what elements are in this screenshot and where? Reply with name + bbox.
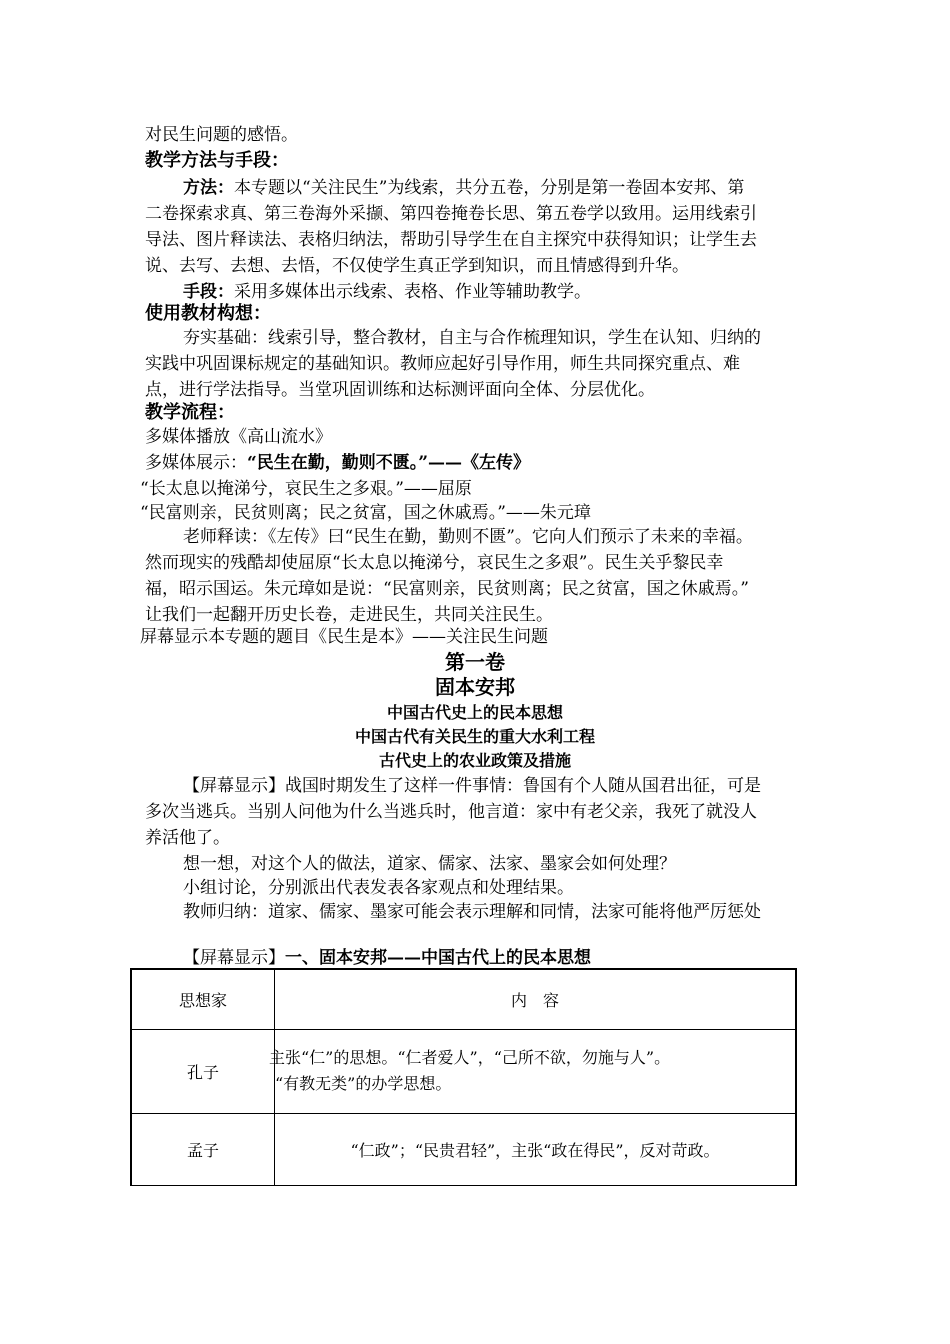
table-header-row <box>131 969 796 1029</box>
method-text: 本专题以“关注民生”为线索，共分五卷，分别是第一卷固本安邦、第 <box>234 178 745 198</box>
text-line: 养活他了。 <box>145 828 230 848</box>
text-line: 然而现实的残酷却使屈原“长太息以掩涕兮，哀民生之多艰”。民生关乎黎民幸 <box>145 553 724 573</box>
text-line: 让我们一起翻开历史长卷，走进民生，共同关注民生。 <box>145 605 553 625</box>
topic-title: 古代史上的农业政策及措施 <box>378 751 571 770</box>
content-line: “有教无类”的办学思想。 <box>275 1074 452 1093</box>
text-line: 福，昭示国运。朱元璋如是说：“民富则亲，民贫则离；民之贫富，国之休戚焉。” <box>145 579 749 599</box>
quote-zuozhuan: “民生在勤，勤则不匮。”——《左传》 <box>247 453 531 473</box>
volume-title: 第一卷 <box>445 650 505 674</box>
table-row <box>131 1029 796 1113</box>
text-line: 【屏幕显示】战国时期发生了这样一件事情：鲁国有个人随从国君出征，可是 <box>183 776 761 796</box>
text-line: 说、去写、去想、去悟，不仅使学生真正学到知识，而且情感得到升华。 <box>145 256 689 276</box>
volume-subtitle: 固本安邦 <box>435 675 515 699</box>
display-label: 多媒体展示： <box>145 453 247 473</box>
topic-title: 中国古代史上的民本思想 <box>386 703 563 722</box>
topic-title: 中国古代有关民生的重大水利工程 <box>354 727 595 746</box>
content-line: 主张“仁”的思想。“仁者爱人”，“己所不欲，勿施与人”。 <box>269 1048 671 1067</box>
table-row <box>131 1113 796 1185</box>
quote-quyuan: “长太息以掩涕兮，哀民生之多艰。”——屈原 <box>140 479 472 499</box>
text-line: 多媒体播放《高山流水》 <box>145 427 332 447</box>
text-line: 实践中巩固课标规定的基础知识。教师应起好引导作用，师生共同探究重点、难 <box>145 354 740 374</box>
text-line <box>183 175 744 201</box>
means-label: 手段： <box>183 282 234 302</box>
screen-display-label: 【屏幕显示】 <box>183 948 285 968</box>
section-heading-methods: 教学方法与手段： <box>145 150 289 171</box>
text-line: 夯实基础：线索引导，整合教材，自主与合作梳理知识，学生在认知、归纳的 <box>183 328 761 348</box>
text-line: 点，进行学法指导。当堂巩固训练和达标测评面向全体、分层优化。 <box>145 380 655 400</box>
text-line: 教师归纳：道家、儒家、墨家可能会表示理解和同情，法家可能将他严厉惩处 <box>183 902 761 922</box>
text-line: 老师释读：《左传》曰“民生在勤，勤则不匮”。它向人们预示了未来的幸福。 <box>183 527 753 547</box>
section-heading-minben: 一、固本安邦——中国古代上的民本思想 <box>285 948 591 968</box>
table-header-cell: 思想家 <box>131 969 275 1029</box>
thinker-name-cell: 孟子 <box>131 1113 275 1185</box>
section-heading-process: 教学流程： <box>145 402 235 423</box>
thinker-content-cell <box>269 1029 797 1113</box>
table-header-cell: 内 容 <box>275 969 797 1029</box>
text-line: 屏幕显示本专题的题目《民生是本》——关注民生问题 <box>140 627 548 647</box>
means-text: 采用多媒体出示线索、表格、作业等辅助教学。 <box>234 282 591 302</box>
text-line: 对民生问题的感悟。 <box>145 125 298 145</box>
text-line: 二卷探索求真、第三卷海外采撷、第四卷掩卷长思、第五卷学以致用。运用线索引 <box>145 204 757 224</box>
text-line: 小组讨论，分别派出代表发表各家观点和处理结果。 <box>183 878 574 898</box>
quote-zhuyuanzhang: “民富则亲，民贫则离；民之贫富，国之休戚焉。”——朱元璋 <box>140 503 591 523</box>
thinkers-table <box>130 968 797 1186</box>
text-line: 想一想，对这个人的做法，道家、儒家、法家、墨家会如何处理？ <box>183 854 676 874</box>
text-line: 导法、图片释读法、表格归纳法，帮助引导学生在自主探究中获得知识；让学生去 <box>145 230 757 250</box>
section-heading-materials: 使用教材构想： <box>145 303 271 324</box>
thinker-content-cell: “仁政”；“民贵君轻”，主张“政在得民”，反对苛政。 <box>275 1113 797 1185</box>
thinker-name-cell: 孔子 <box>131 1029 275 1113</box>
method-label: 方法： <box>183 178 234 198</box>
text-line: 多次当逃兵。当别人问他为什么当逃兵时，他言道：家中有老父亲，我死了就没人 <box>145 802 757 822</box>
text-line <box>145 450 530 476</box>
